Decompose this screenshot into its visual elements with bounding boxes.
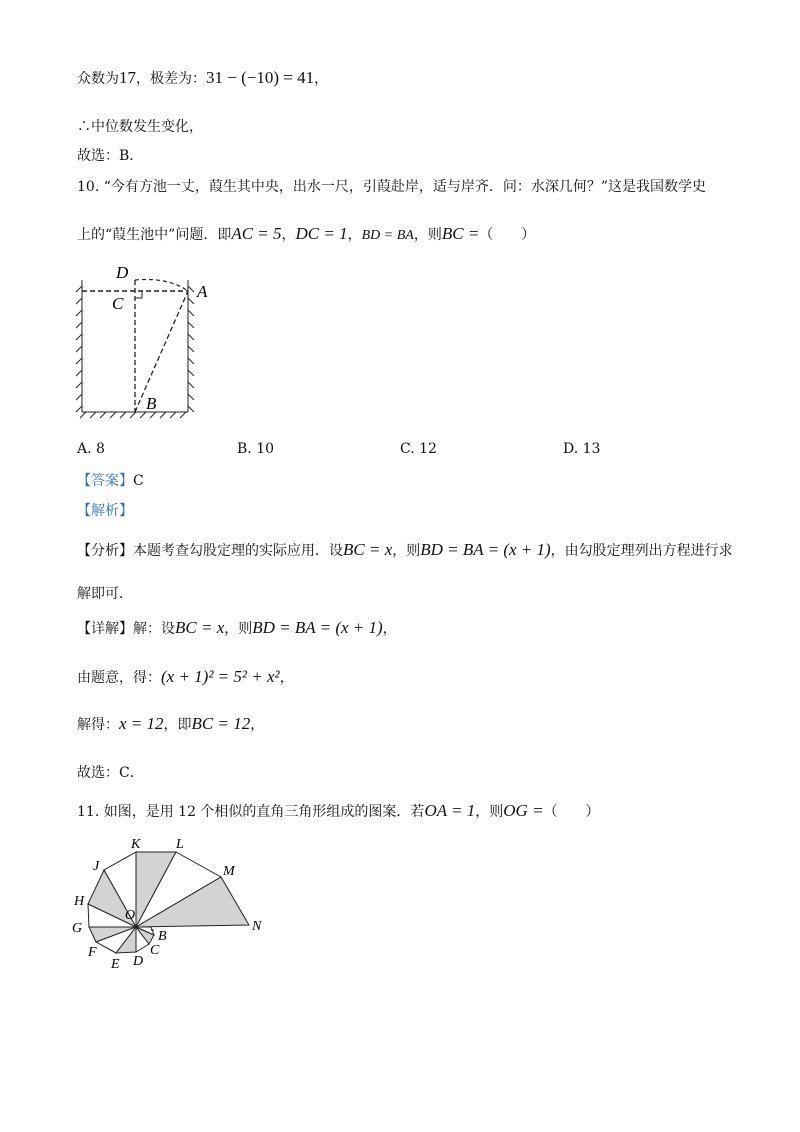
math-bdba: BD = BA = (x + 1) xyxy=(252,618,383,637)
q11-text xyxy=(77,801,600,821)
math-bdba: BD = BA = (x + 1) xyxy=(420,540,551,559)
xiangjie-tag: 【详解】 xyxy=(77,621,133,637)
left-wall-hatch xyxy=(76,280,82,412)
text: ，由勾股定理列出方程进行求 xyxy=(550,543,733,559)
floor-hatch xyxy=(80,412,188,418)
text: ， xyxy=(279,670,294,686)
label-c: C xyxy=(150,943,160,958)
spiral-figure xyxy=(66,832,276,977)
math-dc: DC = 1 xyxy=(295,224,348,243)
label-e: E xyxy=(111,957,120,972)
label-a: A xyxy=(197,282,208,301)
text: ， xyxy=(314,71,329,87)
label-d: D xyxy=(116,263,129,282)
text: 上的“葭生池中”问题．即 xyxy=(77,227,232,243)
math-bcx: BC = x xyxy=(343,540,393,559)
option-c: C. 12 xyxy=(400,441,437,457)
math-bc: BC = 12 xyxy=(191,714,251,733)
fenxi-line-2: 解即可． xyxy=(77,586,133,602)
line-median-change: ∴中位数发生变化， xyxy=(77,119,203,135)
text: ，即 xyxy=(163,717,192,733)
math-range: 31 − (−10) = 41 xyxy=(206,68,315,87)
label-m: M xyxy=(223,864,235,879)
text: （ ） xyxy=(479,227,536,243)
line-mode-range xyxy=(77,68,328,88)
math-og: OG = xyxy=(503,801,544,820)
jiexi-tag: 【解析】 xyxy=(77,503,133,519)
math-x: x = 12 xyxy=(119,714,164,733)
text: 由题意，得： xyxy=(77,670,161,686)
option-b: B. 10 xyxy=(237,441,275,457)
jiexi-line xyxy=(77,500,133,520)
fenxi-tag: 【分析】 xyxy=(77,543,133,559)
label-g: G xyxy=(72,921,83,936)
text: 解：设 xyxy=(133,621,175,637)
label-j: J xyxy=(93,859,100,874)
line-choice-c: 故选：C． xyxy=(77,765,144,781)
math-bd: BD = BA xyxy=(361,228,414,243)
label-l: L xyxy=(176,837,184,852)
text: ，则 xyxy=(224,621,253,637)
label-c: C xyxy=(112,294,124,313)
label-f: F xyxy=(88,945,97,960)
text: ，则 xyxy=(475,804,504,820)
text: ，极差为： xyxy=(136,71,206,87)
reed-ba xyxy=(135,291,188,412)
solution-line xyxy=(77,714,264,734)
line-choice-b: 故选：B． xyxy=(77,148,144,164)
q10-text-2 xyxy=(77,224,535,244)
text: ， xyxy=(281,227,296,243)
option-a: A. 8 xyxy=(77,441,105,457)
answer-value: C xyxy=(133,473,144,489)
math-ac: AC = 5 xyxy=(231,224,282,243)
text: 众数为 xyxy=(77,71,119,87)
text: ， xyxy=(347,227,362,243)
text: ， xyxy=(382,621,397,637)
label-b: B xyxy=(146,394,157,413)
pool-figure xyxy=(66,262,206,424)
label-b: B xyxy=(158,929,167,944)
text: 11. 如图，是用 12 个相似的直角三角形组成的图案．若 xyxy=(77,804,425,820)
text: 解得： xyxy=(77,717,119,733)
right-angle-mark xyxy=(135,291,142,298)
math-mode: 17 xyxy=(119,68,136,87)
answer-tag: 【答案】 xyxy=(77,473,133,489)
label-n: N xyxy=(252,919,262,934)
right-wall-hatch xyxy=(188,280,194,412)
option-d: D. 13 xyxy=(563,441,601,457)
arc-da xyxy=(135,279,188,291)
text: （ ） xyxy=(543,804,600,820)
math-bcx: BC = x xyxy=(175,618,225,637)
label-h: H xyxy=(74,894,85,909)
xiangjie-line xyxy=(77,618,397,638)
text: ， xyxy=(250,717,265,733)
text: ，则 xyxy=(413,227,442,243)
label-k: K xyxy=(131,837,141,852)
math-equation: (x + 1)² = 5² + x² xyxy=(161,667,280,686)
fenxi-line xyxy=(77,540,733,560)
text: ，则 xyxy=(392,543,421,559)
math-bc: BC = xyxy=(441,224,480,243)
answer-line xyxy=(77,470,144,490)
text: 本题考查勾股定理的实际应用．设 xyxy=(133,543,343,559)
label-o: O xyxy=(125,908,136,923)
math-oa: OA = 1 xyxy=(424,801,476,820)
equation-line xyxy=(77,667,294,687)
label-d: D xyxy=(133,954,144,969)
q10-text-1: 10. “今有方池一丈，葭生其中央，出水一尺，引葭赴岸，适与岸齐．问：水深几何？”这是我国数学史 xyxy=(77,179,707,195)
